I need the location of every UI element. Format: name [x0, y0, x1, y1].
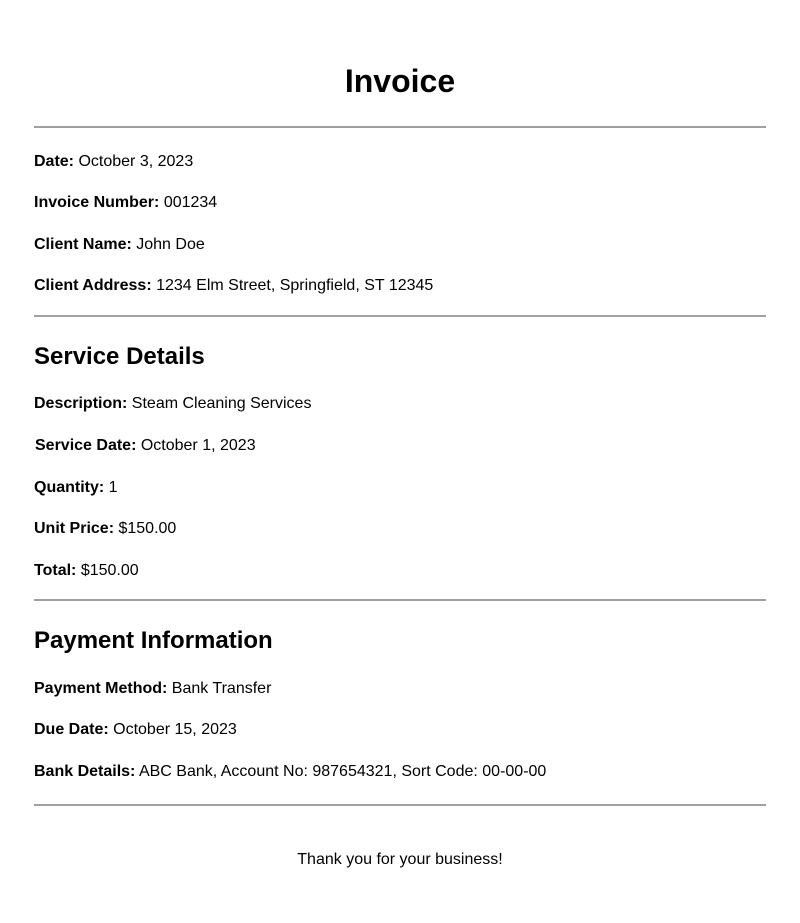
field-value: 001234: [163, 194, 218, 211]
field-label: Payment Method:: [34, 680, 168, 697]
field-label: Client Name:: [34, 236, 132, 253]
field-label: Invoice Number:: [34, 194, 160, 211]
service-date-field: [35, 436, 256, 456]
field-label: Due Date:: [34, 721, 109, 738]
field-value: Steam Cleaning Services: [131, 395, 312, 412]
invoice-title: Invoice: [344, 63, 456, 99]
description-field: [34, 394, 311, 414]
client-address-field: [34, 276, 433, 296]
bank-details-field: [34, 762, 546, 782]
invoice-date-field: [34, 152, 193, 172]
divider: [34, 126, 766, 128]
field-value: 1234 Elm Street, Springfield, ST 12345: [156, 277, 434, 294]
service-details-heading: Service Details: [34, 343, 205, 370]
field-value: October 1, 2023: [140, 437, 256, 454]
divider: [34, 599, 766, 601]
payment-information-heading: Payment Information: [34, 627, 273, 654]
divider: [34, 804, 766, 806]
thank-you-note: Thank you for your business!: [297, 851, 503, 868]
field-label: Bank Details:: [34, 763, 136, 780]
field-value: $150.00: [118, 520, 177, 537]
divider: [34, 315, 766, 317]
total-field: [34, 561, 139, 581]
field-value: Bank Transfer: [171, 680, 272, 697]
field-value: John Doe: [136, 236, 205, 253]
quantity-field: [34, 478, 118, 498]
field-label: Service Date:: [35, 437, 137, 454]
unit-price-field: [34, 519, 176, 539]
field-value: ABC Bank, Account No: 987654321, Sort Code: 00-00-00: [138, 763, 547, 780]
payment-method-field: [34, 679, 271, 699]
field-label: Quantity:: [34, 479, 105, 496]
field-label: Total:: [34, 562, 77, 579]
invoice-number-field: [34, 193, 217, 213]
field-label: Description:: [34, 395, 128, 412]
field-label: Client Address:: [34, 277, 152, 294]
field-value: October 3, 2023: [78, 153, 194, 170]
field-value: October 15, 2023: [113, 721, 237, 738]
due-date-field: [34, 720, 237, 740]
client-name-field: [34, 235, 205, 255]
field-value: $150.00: [80, 562, 139, 579]
field-label: Unit Price:: [34, 520, 115, 537]
field-value: 1: [108, 479, 118, 496]
field-label: Date:: [34, 153, 75, 170]
